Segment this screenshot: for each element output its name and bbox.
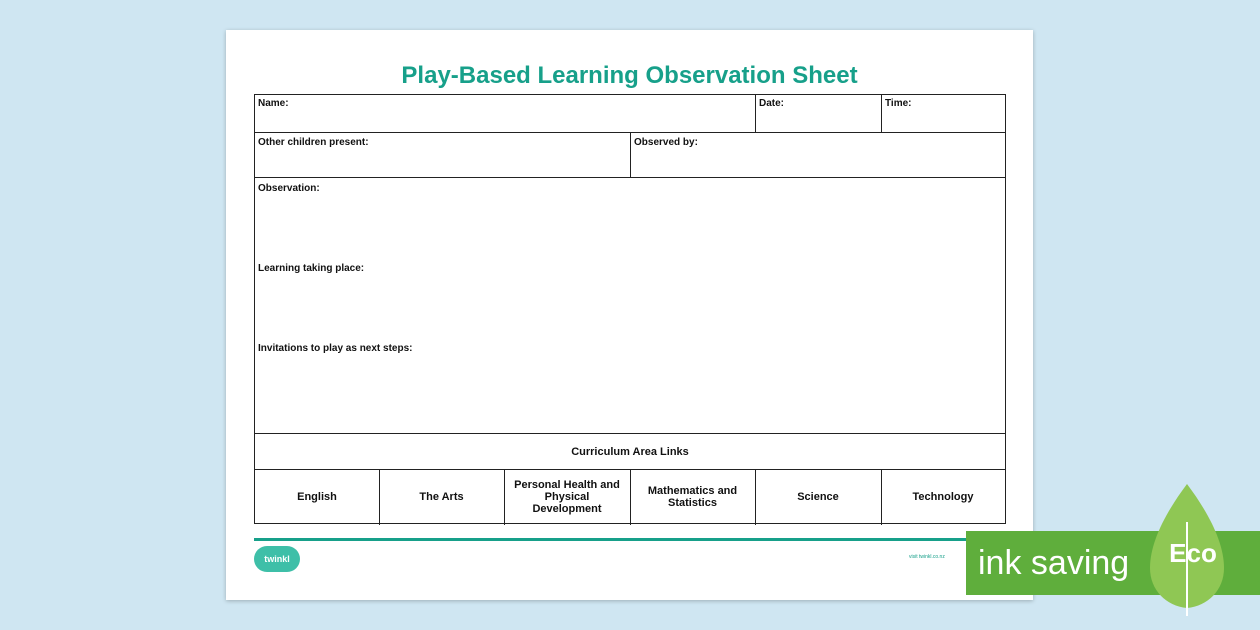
other-children-label: Other children present: [258, 137, 369, 148]
worksheet-preview [226, 30, 1033, 600]
date-label: Date: [759, 98, 785, 109]
footer-rule [254, 538, 1006, 541]
curriculum-area-maths: Mathematics and Statistics [647, 485, 738, 509]
eco-label: Eco [1169, 538, 1217, 568]
col-divider [630, 133, 631, 178]
curriculum-heading: Curriculum Area Links [571, 446, 689, 458]
curriculum-area-health: Personal Health and Physical Development [514, 479, 620, 515]
curriculum-area-english: English [297, 491, 337, 503]
time-label: Time: [885, 98, 912, 109]
observed-by-label: Observed by: [634, 137, 698, 148]
learning-label: Learning taking place: [258, 263, 365, 274]
curriculum-area-technology: Technology [912, 491, 974, 503]
invitations-label: Invitations to play as next steps: [258, 343, 413, 354]
col-divider [881, 95, 882, 133]
footer-note: visit twinkl.co.nz [909, 554, 945, 560]
name-label: Name: [258, 98, 289, 109]
twinkl-logo: twinkl [254, 546, 300, 572]
curriculum-area-science: Science [797, 491, 839, 503]
sheet-title: Play-Based Learning Observation Sheet [401, 62, 858, 89]
col-divider [755, 95, 756, 133]
observation-form [254, 94, 1006, 524]
curriculum-area-arts: The Arts [419, 491, 464, 503]
ink-saving-text: ink saving [978, 544, 1130, 582]
observation-label: Observation: [258, 183, 320, 194]
